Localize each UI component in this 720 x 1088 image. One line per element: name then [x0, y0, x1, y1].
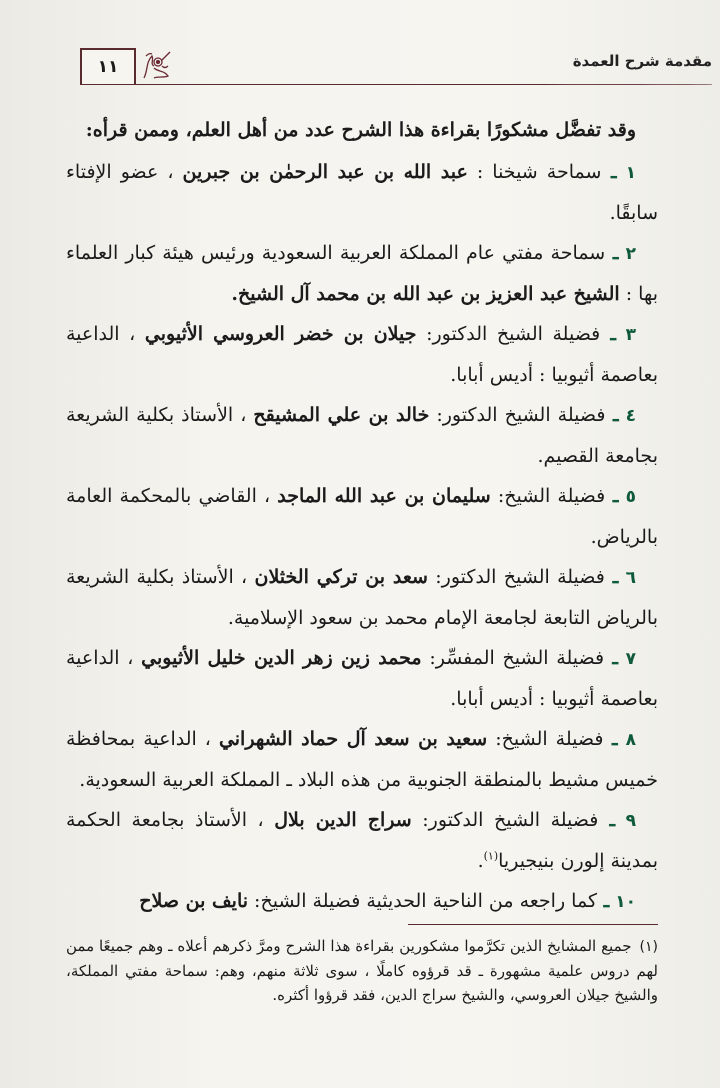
- item-number: ٦: [625, 568, 637, 588]
- scholar-name: عبد الله بن عبد الرحمٰن بن جبرين: [182, 161, 468, 183]
- item-number: ٣: [625, 325, 636, 345]
- scholar-name: سعيد بن سعد آل حماد الشهراني: [218, 728, 488, 750]
- list-item: [66, 395, 658, 476]
- list-item: [66, 476, 658, 557]
- page-number: ١١: [80, 48, 136, 84]
- item-number: ٥: [625, 487, 636, 507]
- item-prefix: فضيلة الشيخ المفسِّر:: [421, 647, 605, 669]
- item-tail: .: [477, 850, 484, 872]
- item-number: ١٠: [615, 892, 636, 912]
- list-item: [66, 233, 658, 314]
- page-header: [80, 48, 712, 84]
- scholar-name: سعد بن تركي الخثلان: [254, 566, 428, 588]
- intro-paragraph: وقد تفضَّل مشكورًا بقراءة هذا الشرح عدد من أهل العلم، وممن قرأه:: [85, 119, 636, 141]
- list-item: [66, 557, 658, 638]
- item-prefix: سماحة شيخنا :: [467, 161, 602, 183]
- item-suffix: ، الأستاذ بجامعة الحكمة بمدينة إلورن بنيجيريا: [66, 809, 658, 872]
- item-number: ١: [625, 163, 637, 183]
- item-suffix: ، القاضي بالمحكمة العامة بالرياض.: [66, 485, 658, 548]
- item-number: ٨: [625, 730, 636, 750]
- item-prefix: فضيلة الشيخ الدكتور:: [427, 566, 605, 588]
- item-prefix: سماحة مفتي عام المملكة العربية السعودية ورئيس هيئة كبار العلماء بها :: [66, 242, 658, 305]
- scholar-name: خالد بن علي المشيقح: [253, 404, 430, 426]
- running-title: مقدمة شرح العمدة: [572, 52, 712, 70]
- list-item: [66, 314, 658, 395]
- item-suffix: ، الداعية بعاصمة أثيوبيا : أديس أبابا.: [66, 647, 658, 710]
- list-item: [66, 638, 658, 719]
- list-item: [66, 152, 658, 233]
- footnote-text: جميع المشايخ الذين تكرَّموا مشكورين بقراءة هذا الشرح ومرَّ ذكرهم أعلاه ـ وهم جميعًا ممن لهم دروس علمية مشهورة ـ قد قرؤوه كاملًا ، سوى ثلاثة منهم، وهم: سماحة مفتي المملكة، والشيخ جيلان العروسي، والشيخ سراج الدين، فقد قرؤوا أكثره.: [66, 937, 659, 1004]
- scholar-name: سراج الدين بلال: [274, 809, 412, 831]
- footnote-rule: [408, 924, 658, 925]
- item-suffix: ، الداعية بمحافظة خميس مشيط بالمنطقة الجنوبية من هذه البلاد ـ المملكة العربية السعودية.: [66, 728, 658, 791]
- item-prefix: فضيلة الشيخ الدكتور:: [411, 809, 599, 831]
- main-text: [66, 110, 658, 922]
- item-dash: ـ: [604, 566, 619, 588]
- item-dash: ـ: [601, 161, 617, 183]
- item-dash: ـ: [605, 242, 619, 264]
- scholar-name: نايف بن صلاح: [139, 890, 249, 912]
- scholar-name: سليمان بن عبد الله الماجد: [277, 485, 491, 507]
- list-item: [66, 719, 658, 800]
- item-dash: ـ: [597, 890, 610, 912]
- item-prefix: فضيلة الشيخ الدكتور:: [416, 323, 601, 345]
- list-item: [66, 881, 658, 922]
- item-dash: ـ: [605, 485, 619, 507]
- item-dash: ـ: [605, 404, 619, 426]
- item-dash: ـ: [603, 728, 618, 750]
- item-number: ٩: [625, 811, 637, 831]
- scholar-name: محمد زين زهر الدين خليل الأثيوبي: [141, 647, 422, 669]
- item-dash: ـ: [604, 647, 618, 669]
- item-number: ٧: [625, 649, 636, 669]
- footnote: [66, 934, 658, 1007]
- scholar-name: جيلان بن خضر العروسي الأثيوبي: [144, 323, 417, 345]
- scholar-name: الشيخ عبد العزيز بن عبد الله بن محمد آل الشيخ.: [231, 283, 620, 305]
- list-item: [66, 800, 658, 881]
- item-dash: ـ: [598, 809, 616, 831]
- footnote-reference[interactable]: (١): [483, 849, 499, 863]
- item-suffix: ، عضو الإفتاء سابقًا.: [66, 161, 658, 224]
- item-prefix: فضيلة الشيخ:: [487, 728, 604, 750]
- item-prefix: فضيلة الشيخ:: [490, 485, 606, 507]
- item-number: ٤: [625, 406, 636, 426]
- item-dash: ـ: [600, 323, 616, 345]
- header-rule: [80, 84, 712, 85]
- item-suffix: ، الأستاذ بكلية الشريعة بجامعة القصيم.: [66, 404, 658, 467]
- item-number: ٢: [625, 244, 636, 264]
- footnote-label: (١): [639, 939, 658, 955]
- floral-ornament-icon: [140, 50, 172, 82]
- item-prefix: كما راجعه من الناحية الحديثية فضيلة الشيخ:: [248, 890, 597, 912]
- item-suffix: ، الداعية بعاصمة أثيوبيا : أديس أبابا.: [66, 323, 658, 386]
- item-suffix: ، الأستاذ بكلية الشريعة بالرياض التابعة لجامعة الإمام محمد بن سعود الإسلامية.: [66, 566, 658, 629]
- item-prefix: فضيلة الشيخ الدكتور:: [429, 404, 606, 426]
